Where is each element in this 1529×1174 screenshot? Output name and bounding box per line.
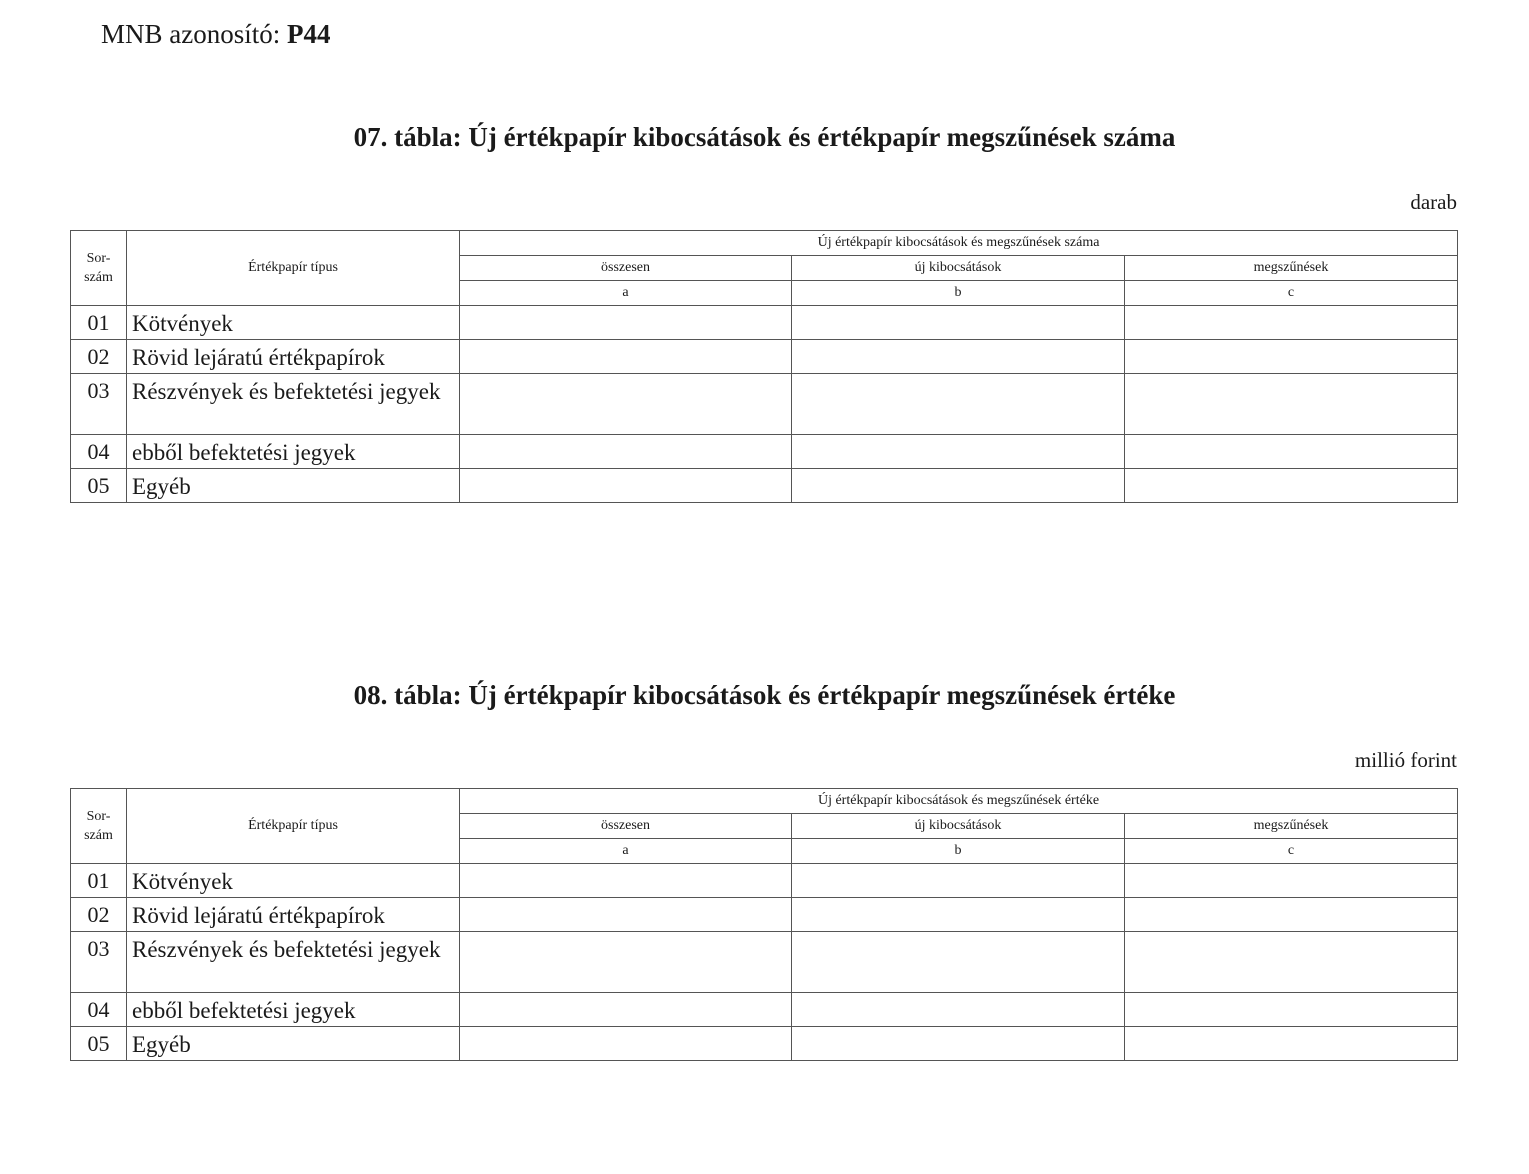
table-row bbox=[71, 306, 1458, 340]
data-cell[interactable] bbox=[460, 1027, 792, 1061]
mnb-identifier bbox=[101, 19, 331, 50]
col-code: c bbox=[1125, 281, 1458, 306]
col-sorszam-header: Sor- szám bbox=[71, 789, 127, 864]
table-row bbox=[71, 469, 1458, 503]
row-number: 02 bbox=[71, 898, 127, 932]
row-number: 03 bbox=[71, 932, 127, 993]
table-08-unit: millió forint bbox=[1354, 748, 1457, 772]
mnb-id-value: P44 bbox=[287, 19, 331, 49]
sub-header: új kibocsátások bbox=[792, 256, 1125, 281]
data-cell[interactable] bbox=[792, 1027, 1125, 1061]
table-row bbox=[71, 898, 1458, 932]
row-number: 05 bbox=[71, 469, 127, 503]
data-cell[interactable] bbox=[460, 374, 792, 435]
col-sorszam-header: Sor- szám bbox=[71, 231, 127, 306]
table-07-title: 07. tábla: Új értékpapír kibocsátások és értékpapír megszűnések száma bbox=[353, 122, 1176, 152]
col-code: c bbox=[1125, 839, 1458, 864]
group-header: Új értékpapír kibocsátások és megszűnések száma bbox=[460, 231, 1458, 256]
data-cell[interactable] bbox=[460, 306, 792, 340]
data-cell[interactable] bbox=[792, 932, 1125, 993]
data-cell[interactable] bbox=[792, 993, 1125, 1027]
data-cell[interactable] bbox=[460, 469, 792, 503]
row-number: 04 bbox=[71, 993, 127, 1027]
row-number: 05 bbox=[71, 1027, 127, 1061]
data-cell[interactable] bbox=[1125, 1027, 1458, 1061]
row-label: Rövid lejáratú értékpapírok bbox=[127, 898, 460, 932]
data-cell[interactable] bbox=[792, 374, 1125, 435]
row-label: Részvények és befektetési jegyek bbox=[127, 374, 460, 435]
row-label: ebből befektetési jegyek bbox=[127, 993, 460, 1027]
row-label: ebből befektetési jegyek bbox=[127, 435, 460, 469]
row-number: 01 bbox=[71, 864, 127, 898]
mnb-id-label: MNB azonosító: bbox=[101, 19, 281, 49]
sub-header: összesen bbox=[460, 256, 792, 281]
table-08 bbox=[70, 788, 1458, 1061]
data-cell[interactable] bbox=[1125, 435, 1458, 469]
data-cell[interactable] bbox=[460, 898, 792, 932]
table-row bbox=[71, 374, 1458, 435]
data-cell[interactable] bbox=[792, 898, 1125, 932]
sub-header: összesen bbox=[460, 814, 792, 839]
table-08-title: 08. tábla: Új értékpapír kibocsátások és értékpapír megszűnések értéke bbox=[353, 680, 1176, 710]
row-label: Egyéb bbox=[127, 1027, 460, 1061]
sub-header: megszűnések bbox=[1125, 814, 1458, 839]
sub-header: új kibocsátások bbox=[792, 814, 1125, 839]
data-cell[interactable] bbox=[792, 469, 1125, 503]
row-number: 03 bbox=[71, 374, 127, 435]
table-row bbox=[71, 340, 1458, 374]
group-header: Új értékpapír kibocsátások és megszűnések értéke bbox=[460, 789, 1458, 814]
sub-header: megszűnések bbox=[1125, 256, 1458, 281]
data-cell[interactable] bbox=[792, 306, 1125, 340]
table-row bbox=[71, 864, 1458, 898]
table-row bbox=[71, 435, 1458, 469]
col-code: a bbox=[460, 839, 792, 864]
data-cell[interactable] bbox=[1125, 374, 1458, 435]
data-cell[interactable] bbox=[1125, 993, 1458, 1027]
data-cell[interactable] bbox=[792, 864, 1125, 898]
table-row bbox=[71, 1027, 1458, 1061]
table-row bbox=[71, 993, 1458, 1027]
data-cell[interactable] bbox=[1125, 898, 1458, 932]
data-cell[interactable] bbox=[460, 932, 792, 993]
table-07 bbox=[70, 230, 1458, 503]
row-number: 01 bbox=[71, 306, 127, 340]
row-number: 04 bbox=[71, 435, 127, 469]
col-type-header: Értékpapír típus bbox=[127, 231, 460, 306]
col-code: b bbox=[792, 839, 1125, 864]
row-label: Részvények és befektetési jegyek bbox=[127, 932, 460, 993]
row-label: Egyéb bbox=[127, 469, 460, 503]
col-code: a bbox=[460, 281, 792, 306]
row-number: 02 bbox=[71, 340, 127, 374]
table-row bbox=[71, 932, 1458, 993]
table-07-unit: darab bbox=[1410, 190, 1457, 214]
col-type-header: Értékpapír típus bbox=[127, 789, 460, 864]
data-cell[interactable] bbox=[1125, 469, 1458, 503]
data-cell[interactable] bbox=[792, 340, 1125, 374]
data-cell[interactable] bbox=[1125, 864, 1458, 898]
data-cell[interactable] bbox=[1125, 340, 1458, 374]
data-cell[interactable] bbox=[1125, 306, 1458, 340]
data-cell[interactable] bbox=[460, 435, 792, 469]
data-cell[interactable] bbox=[460, 340, 792, 374]
row-label: Rövid lejáratú értékpapírok bbox=[127, 340, 460, 374]
data-cell[interactable] bbox=[792, 435, 1125, 469]
row-label: Kötvények bbox=[127, 864, 460, 898]
data-cell[interactable] bbox=[460, 864, 792, 898]
data-cell[interactable] bbox=[1125, 932, 1458, 993]
col-code: b bbox=[792, 281, 1125, 306]
row-label: Kötvények bbox=[127, 306, 460, 340]
data-cell[interactable] bbox=[460, 993, 792, 1027]
